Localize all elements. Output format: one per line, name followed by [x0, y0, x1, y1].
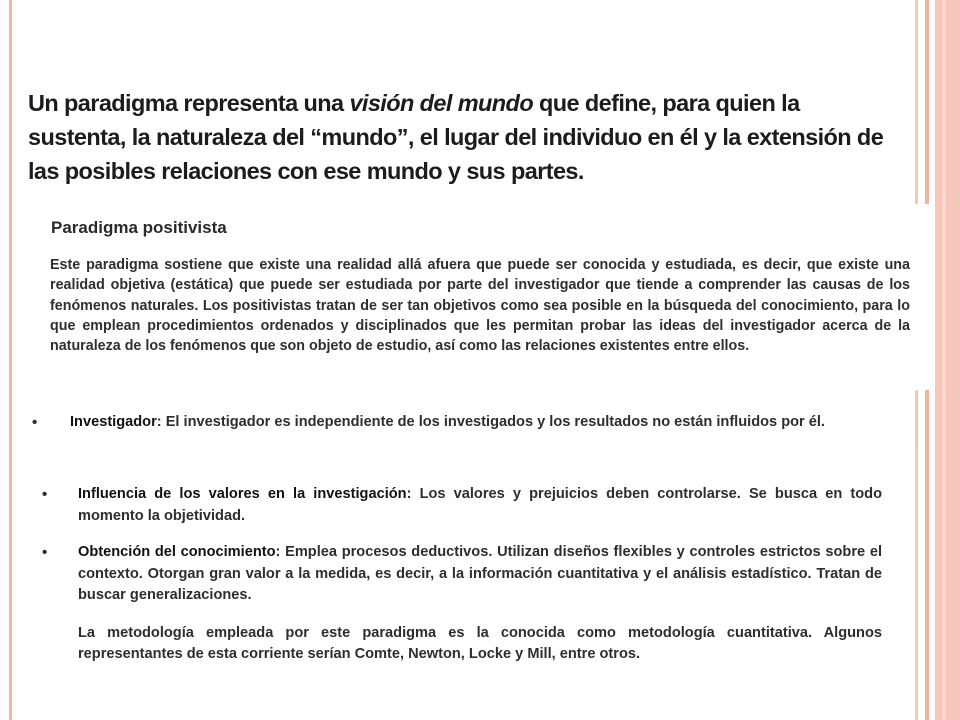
list-item-description: : Emplea procesos deductivos. Utilizan diseños flexibles y controles estrictos sobre el contexto. Otorgan gran valor a la medida, es decir, a la información cuantitativa y el análisis estadístico. Tratan de buscar generalizaciones. [78, 544, 882, 603]
list-item-description: : El investigador es independiente de los investigados y los resultados no están influidos por él. [156, 414, 825, 430]
list-item-term: Obtención del conocimiento [78, 544, 276, 560]
paradigm-definition [28, 86, 888, 188]
section-title: Paradigma positivista [51, 218, 227, 237]
bullet-icon: • [42, 486, 48, 503]
definition-emphasis: visión del mundo [349, 90, 534, 116]
list-item-text [70, 412, 902, 434]
researcher-list [32, 412, 902, 434]
right-wide-band [935, 0, 960, 720]
list-item-text [78, 484, 882, 527]
positivist-section [40, 204, 934, 390]
list-item-term: Investigador [70, 414, 157, 430]
definition-text-end: que define, para quien la sustenta, la naturaleza del “mundo”, el lugar del individuo en él y la extensión de las posibles relaciones con ese mundo y sus partes. [28, 90, 884, 184]
list-item-text [78, 542, 882, 607]
list-item-knowledge [42, 542, 882, 607]
right-band-highlight [942, 0, 946, 720]
list-item-values [42, 484, 882, 527]
methodology-note: La metodología empleada por este paradigma es la conocida como metodología cuantitativa. Algunos representantes de esta corriente serían Comte, Newton, Locke y Mill, entre otros. [78, 624, 882, 662]
left-border-stripe [9, 0, 12, 720]
list-item-description: : Los valores y prejuicios deben controlarse. Se busca en todo momento la objetividad. [78, 486, 882, 524]
section-body: Este paradigma sostiene que existe una realidad allá afuera que puede ser conocida y estudiada, es decir, que existe una realidad objetiva (estática) que puede ser estudiada por parte del investigador que tiende a comprender las causas de los fenómenos naturales. Los positivistas tratan de ser tan objetivos como sea posible en la búsqueda del conocimiento, para lo que emplean procedimientos ordenados y disciplinados que les permitan probar las ideas del investigador acerca de la naturaleza de los fenómenos que son objeto de estudio, así como las relaciones existentes entre ellos. [50, 257, 910, 355]
bullet-icon: • [32, 414, 38, 431]
bullet-icon: • [42, 544, 48, 561]
image-edge [917, 395, 923, 447]
list-item-term: Influencia de los valores en la investigación [78, 486, 407, 502]
definition-text-start: Un paradigma representa una [28, 90, 350, 116]
list-item-researcher [32, 412, 902, 434]
characteristics-list [42, 484, 882, 666]
